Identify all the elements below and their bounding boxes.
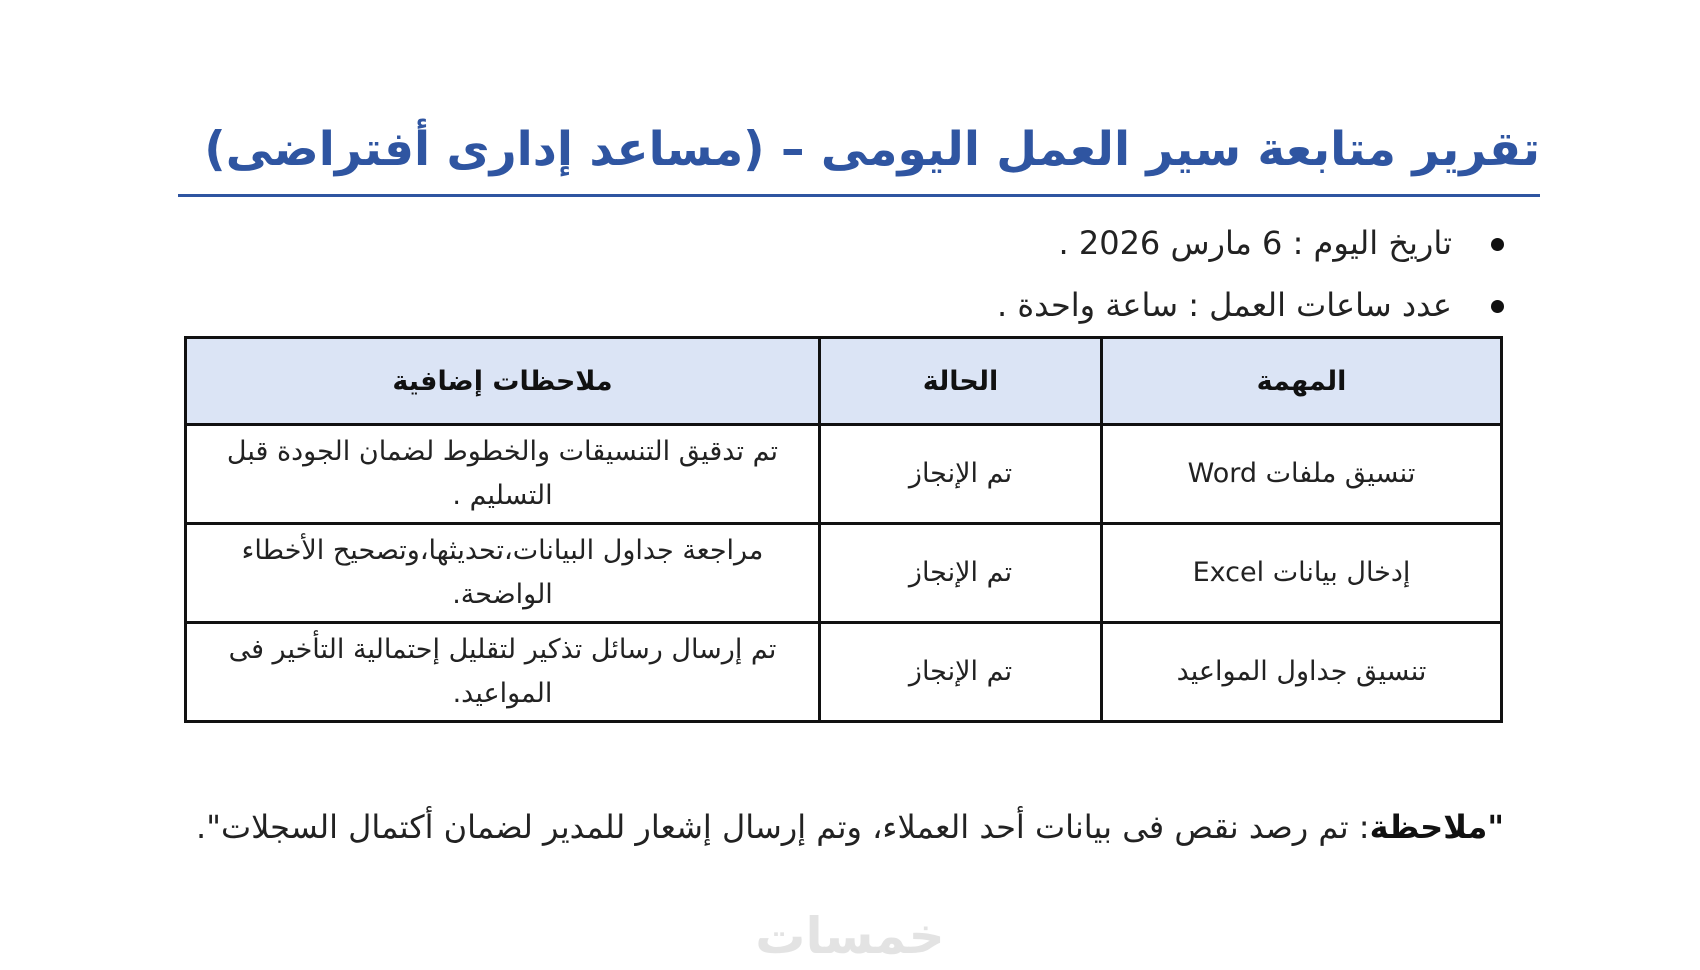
cell-notes: مراجعة جداول البيانات،تحديثها،وتصحيح الأخطاء الواضحة. <box>186 524 820 623</box>
cell-notes: تم تدقيق التنسيقات والخطوط لضمان الجودة قبل التسليم . <box>186 425 820 524</box>
bullet-text-date: تاريخ اليوم : 6 مارس 2026 . <box>1058 224 1452 262</box>
note-open-quote: " <box>1487 808 1504 846</box>
table-row <box>186 623 1502 722</box>
cell-status: تم الإنجاز <box>820 623 1102 722</box>
table-row <box>186 425 1502 524</box>
note-label: ملاحظة <box>1369 808 1488 846</box>
tasks-table <box>184 336 1503 723</box>
cell-task: إدخال بيانات Excel <box>1102 524 1502 623</box>
header-task: المهمة <box>1102 338 1502 425</box>
bullet-list <box>604 212 1504 336</box>
watermark-logo: خمسات <box>755 907 945 965</box>
header-notes: ملاحظات إضافية <box>186 338 820 425</box>
bullet-dot-icon <box>1491 300 1504 313</box>
cell-notes: تم إرسال رسائل تذكير لتقليل إحتمالية التأخير فى المواعيد. <box>186 623 820 722</box>
table-header-row <box>186 338 1502 425</box>
cell-status: تم الإنجاز <box>820 425 1102 524</box>
header-status: الحالة <box>820 338 1102 425</box>
note-text: : تم رصد نقص فى بيانات أحد العملاء، وتم إرسال إشعار للمدير لضمان أكتمال السجلات". <box>196 808 1370 846</box>
title-underline <box>178 194 1540 197</box>
cell-task: تنسيق جداول المواعيد <box>1102 623 1502 722</box>
report-title: تقرير متابعة سير العمل اليومى – (مساعد إدارى أفتراضى) <box>204 122 1540 177</box>
bullet-item-date <box>604 212 1504 274</box>
cell-task: تنسيق ملفات Word <box>1102 425 1502 524</box>
bullet-item-hours <box>604 274 1504 336</box>
bullet-dot-icon <box>1491 238 1504 251</box>
cell-status: تم الإنجاز <box>820 524 1102 623</box>
note-paragraph <box>162 798 1504 856</box>
table-row <box>186 524 1502 623</box>
bullet-text-hours: عدد ساعات العمل : ساعة واحدة . <box>997 286 1452 324</box>
